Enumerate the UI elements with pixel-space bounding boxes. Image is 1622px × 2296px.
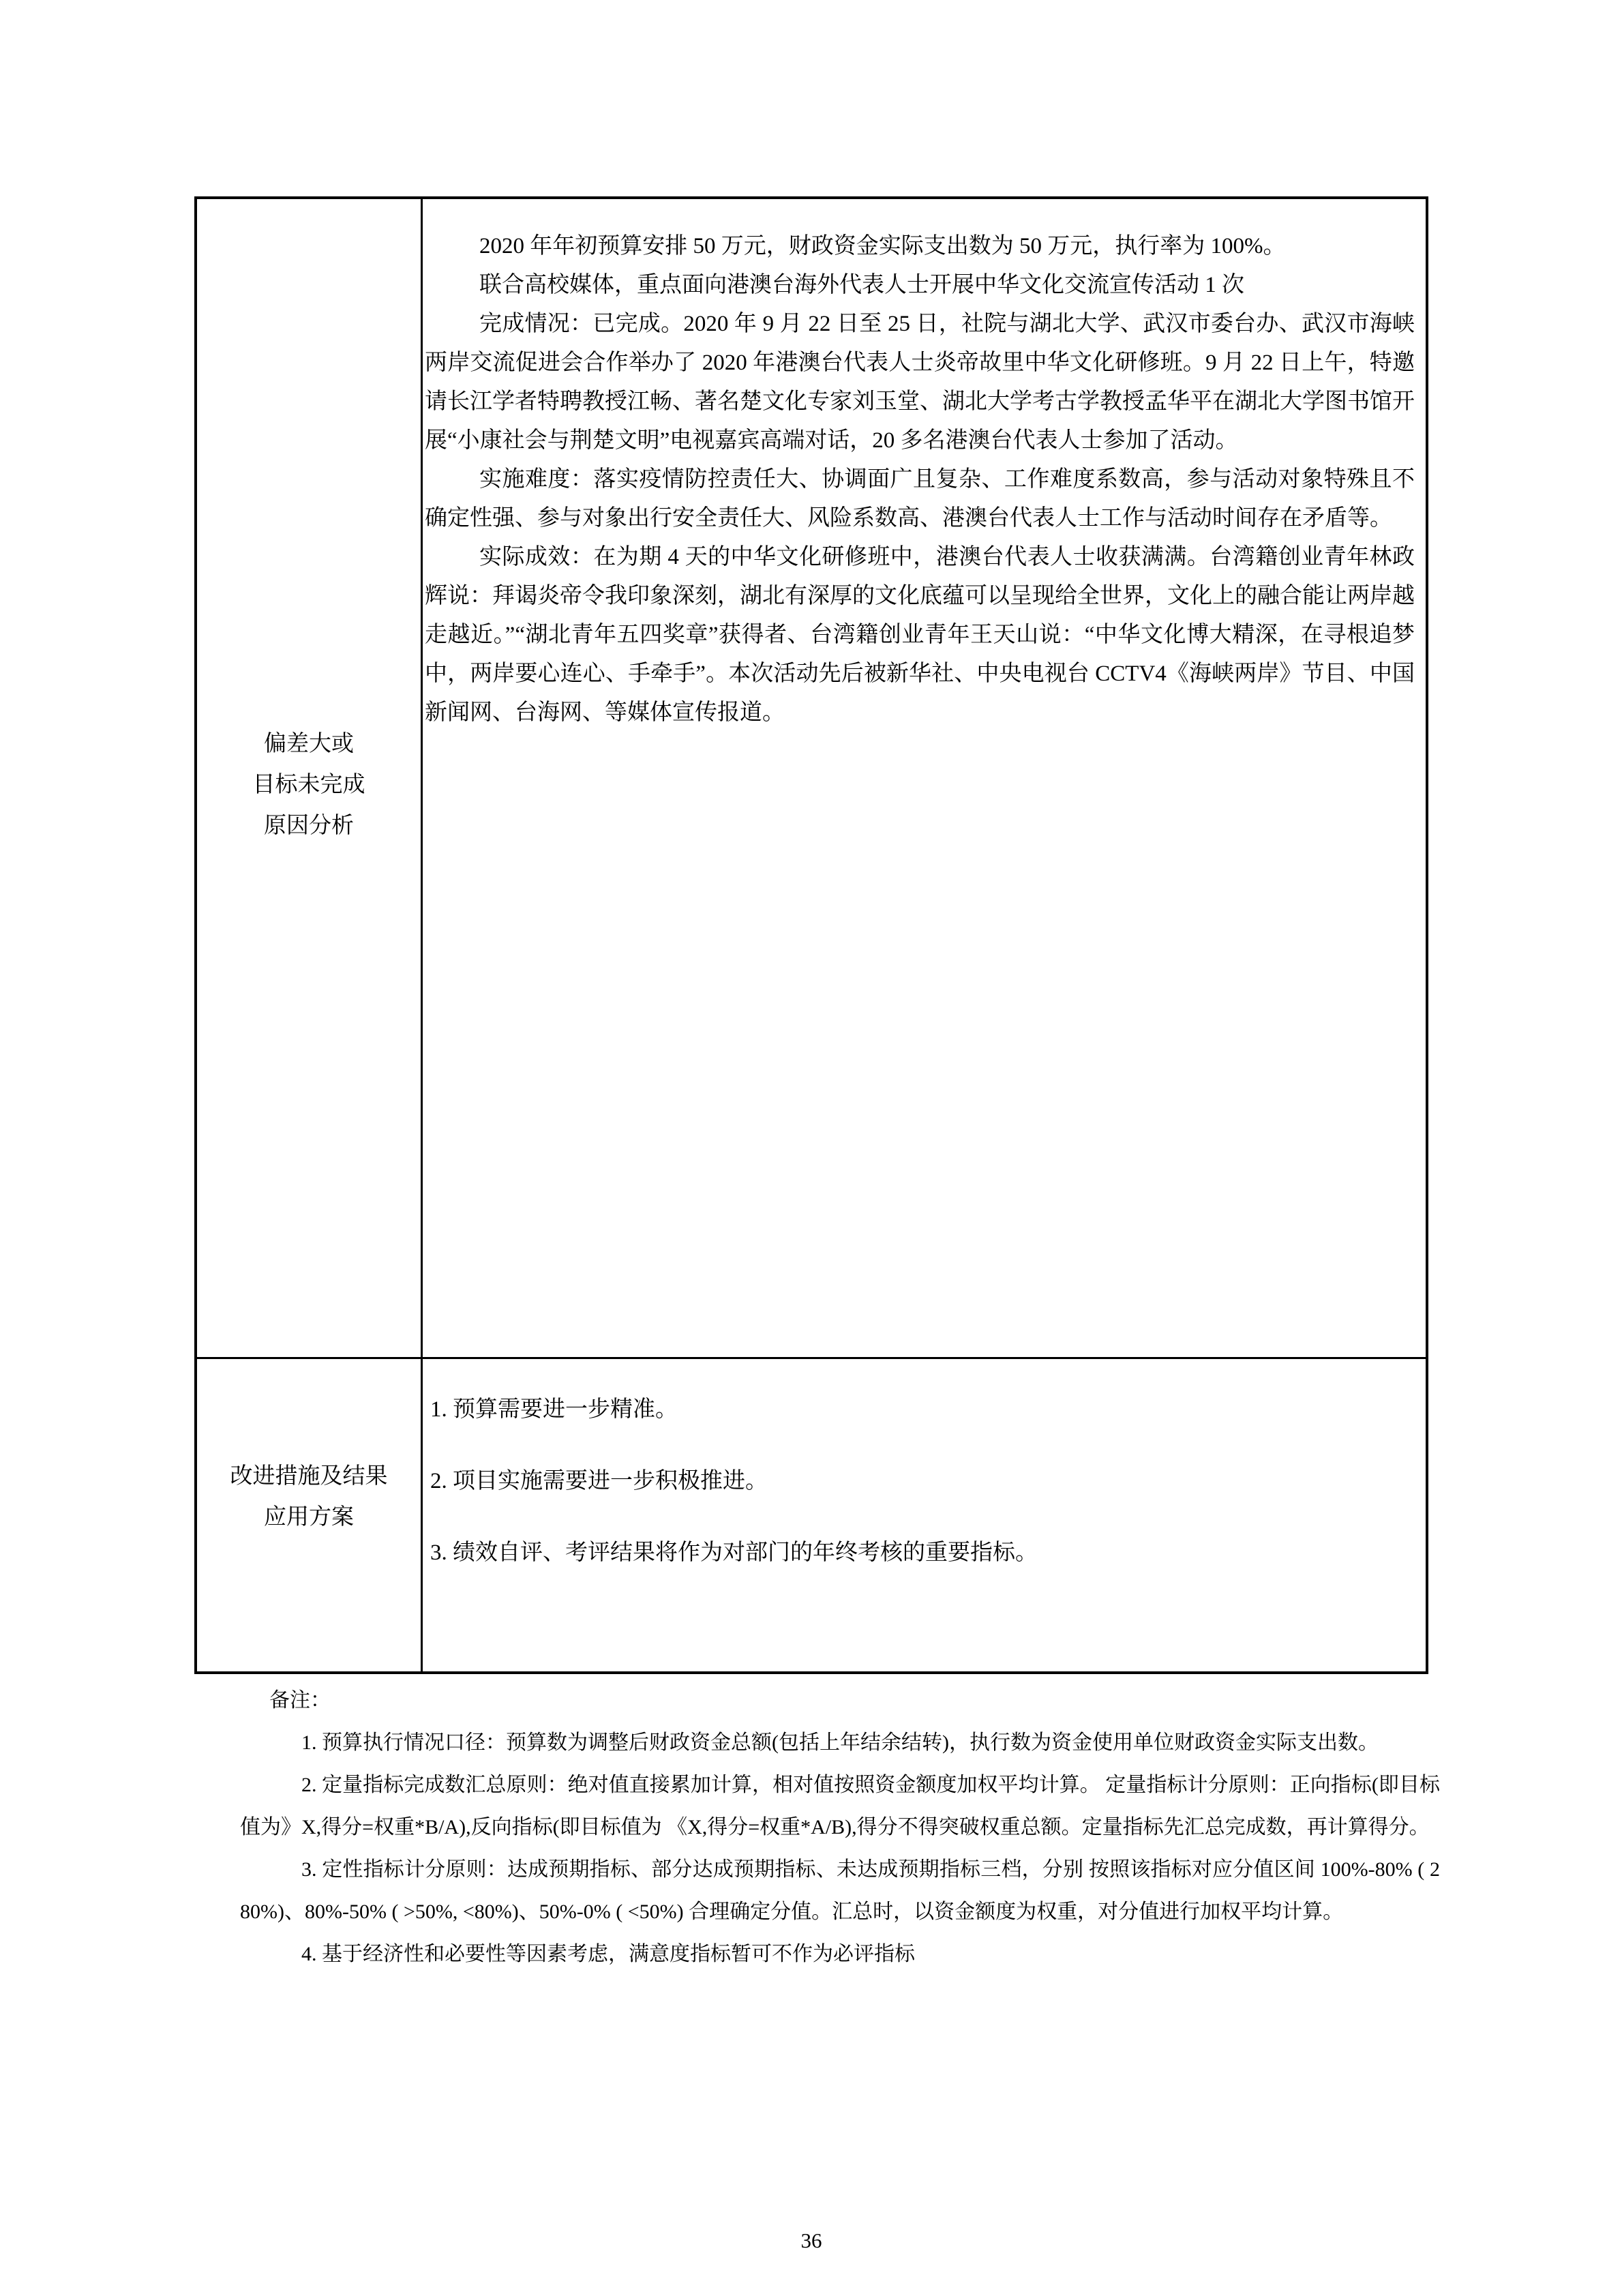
improvement-measures-content xyxy=(421,1357,1426,1671)
notes-title: 备注： xyxy=(269,1689,331,1712)
row-label-line: 目标未完成 xyxy=(252,773,365,797)
row-label-line: 原因分析 xyxy=(264,814,354,838)
measure-item-1: 1. 预算需要进一步精准。 xyxy=(430,1397,678,1422)
measure-item-3: 3. 绩效自评、考评结果将作为对部门的年终考核的重要指标。 xyxy=(430,1540,1038,1565)
measure-item-2: 2. 项目实施需要进一步积极推进。 xyxy=(430,1469,768,1493)
note-item-4: 4. 基于经济性和必要性等因素考虑，满意度指标暂可不作为必评指标 xyxy=(301,1943,915,1965)
page-number: 36 xyxy=(800,2228,822,2252)
deviation-analysis-content xyxy=(421,199,1426,1357)
row-label-line: 改进措施及结果 xyxy=(230,1463,388,1489)
note-item-2: 2. 定量指标完成数汇总原则：绝对值直接累加计算，相对值按照资金额度加权平均计算。 定量指标计分原则：正向指标(即目标值为》X,得分=权重*B/A),反向指标(即目标值为 《X,得分=权重*A/B),得分不得突破权重总额。定量指标先汇总完成数，再计算得分。 xyxy=(240,1774,1440,1838)
note-item-3: 3. 定性指标计分原则：达成预期指标、部分达成预期指标、未达成预期指标三档，分别 按照该指标对应分值区间 100%-80% ( 2 80%)、80%-50% ( >50%, <80%)、50%-0% ( <50%) 合理确定分值。汇总时，以资金额度为权重，对分值进行加权平均计算。 xyxy=(240,1858,1440,1923)
paragraph-completion-status: 完成情况：已完成。2020 年 9 月 22 日至 25 日，社院与湖北大学、武汉市委台办、武汉市海峡两岸交流促进会合作举办了 2020 年港澳台代表人士炎帝故里中华文化研修班。9 月 22 日上午，特邀请长江学者特聘教授江畅、著名楚文化专家刘玉堂、湖北大学考古学教授孟华平在湖北大学图书馆开展“小康社会与荆楚文明”电视嘉宾高端对话，20 多名港澳台代表人士参加了活动。 xyxy=(425,312,1415,453)
performance-evaluation-table xyxy=(194,196,1428,1674)
notes-section xyxy=(240,1680,1440,1976)
row-label-line: 应用方案 xyxy=(264,1504,354,1530)
row-label-improvement-measures xyxy=(197,1357,421,1671)
row-label-deviation-analysis xyxy=(197,199,421,1357)
row-label-line: 偏差大或 xyxy=(264,732,354,756)
paragraph-implementation-difficulty: 实施难度：落实疫情防控责任大、协调面广且复杂、工作难度系数高，参与活动对象特殊且不确定性强、参与对象出行安全责任大、风险系数高、港澳台代表人士工作与活动时间存在矛盾等。 xyxy=(425,467,1415,531)
paragraph-activity-plan: 联合高校媒体，重点面向港澳台海外代表人士开展中华文化交流宣传活动 1 次 xyxy=(479,273,1244,297)
note-item-1: 1. 预算执行情况口径：预算数为调整后财政资金总额(包括上年结余结转)，执行数为资金使用单位财政资金实际支出数。 xyxy=(301,1731,1379,1754)
paragraph-budget-execution: 2020 年年初预算安排 50 万元，财政资金实际支出数为 50 万元，执行率为 100%。 xyxy=(479,234,1286,258)
paragraph-actual-results: 实际成效：在为期 4 天的中华文化研修班中，港澳台代表人士收获满满。台湾籍创业青年林政辉说：拜谒炎帝令我印象深刻，湖北有深厚的文化底蕴可以呈现给全世界，文化上的融合能让两岸越走越近。”“湖北青年五四奖章”获得者、台湾籍创业青年王天山说：“中华文化博大精深，在寻根追梦中，两岸要心连心、手牵手”。本次活动先后被新华社、中央电视台 CCTV4《海峡两岸》节目、中国新闻网、台海网、等媒体宣传报道。 xyxy=(425,545,1415,725)
